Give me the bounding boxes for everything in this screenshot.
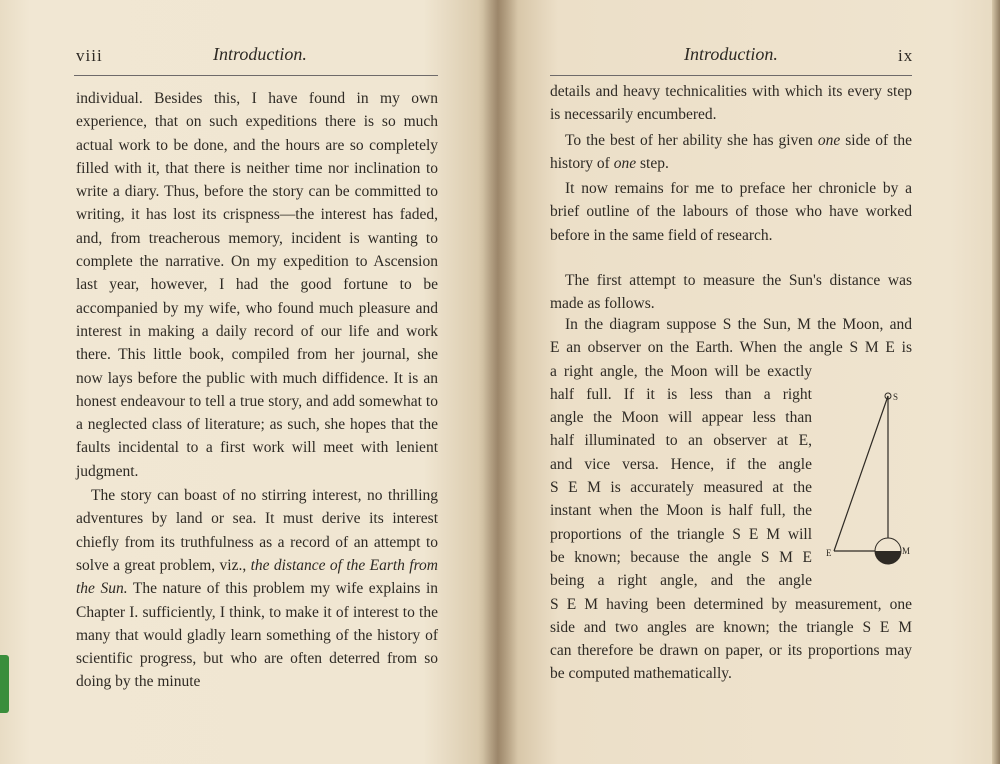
paragraph-5-line: be computed mathematically. xyxy=(550,665,732,683)
paragraph-5-line: half full. If it is less than a right xyxy=(550,385,812,403)
label-sun: S xyxy=(893,392,899,402)
paragraph-5-line: and vice versa. Hence, if the angle xyxy=(550,455,812,473)
paragraph-5-line: being a right angle, and the angle xyxy=(550,572,812,590)
left-paragraph-2-italic: the distance of the Earth from the Sun. xyxy=(76,556,438,598)
paragraph-5-line: E an observer on the Earth. When the angle S M E is xyxy=(550,339,912,357)
right-paragraph-3: It now remains for me to preface her chronicle by a brief outline of the labours of those who have worked before in the same field of research. xyxy=(550,180,912,244)
right-header-rule xyxy=(550,75,912,76)
right-paragraph-1-text: details and heavy technicalities with which its every step is necessarily encumbered. xyxy=(550,83,912,124)
left-paragraph-2-end: The nature of this problem my wife explains in Chapter I. sufficiently, I think, to make it of interest to the many that would gladly learn something of the history of scientific progress, but who are often deterred from so doing by the minute xyxy=(76,580,439,691)
label-moon: M xyxy=(902,546,911,556)
label-earth: E xyxy=(826,548,832,558)
paragraph-5-line: instant when the Moon is half full, the xyxy=(550,502,812,520)
diagram-svg xyxy=(826,388,916,573)
paragraph-5-line: can therefore be drawn on paper, or its proportions may xyxy=(550,642,912,660)
right-page-edge xyxy=(992,0,1000,764)
right-paragraph-2-one: one xyxy=(817,131,841,149)
left-header-rule xyxy=(74,75,438,76)
right-paragraph-2-c: step. xyxy=(639,154,669,172)
paragraph-5-line: In the diagram suppose S the Sun, M the Moon, and xyxy=(565,316,912,333)
paragraph-5-line: side and two angles are known; the triangle S E M xyxy=(550,618,912,636)
moon-dark-half xyxy=(875,551,901,564)
sun-moon-earth-diagram xyxy=(826,388,916,573)
left-page-title: Introduction. xyxy=(213,44,307,64)
right-paragraph-2-a: To the best of her ability she has given xyxy=(565,131,813,149)
left-page-header xyxy=(0,40,498,70)
right-paragraph-4: The first attempt to measure the Sun's distance was made as follows. xyxy=(550,272,912,313)
right-page-title: Introduction. xyxy=(684,44,778,64)
right-page xyxy=(498,0,1000,764)
paragraph-5-line: a right angle, the Moon will be exactly xyxy=(550,362,812,380)
paragraph-5-line: S E M having been determined by measurement, one xyxy=(550,595,912,613)
left-page-body xyxy=(76,87,438,694)
right-paragraph-2-one-2: one xyxy=(613,154,637,172)
paragraph-5-line: S E M is accurately measured at the xyxy=(550,479,812,497)
right-page-body xyxy=(550,80,912,316)
left-page-number: viii xyxy=(76,46,103,65)
right-paragraph-1 xyxy=(550,80,912,127)
right-paragraph-2 xyxy=(550,129,912,176)
right-page-number: ix xyxy=(898,46,914,65)
left-paragraph-2 xyxy=(76,484,438,694)
left-paragraph-2-start: The story can boast of no stirring interest, no thrilling adventures by land or sea. It must derive its interest chiefly from its truthfulness as a record of an attempt to solve a great problem, viz., xyxy=(76,487,438,574)
left-page xyxy=(0,0,498,764)
paragraph-5-line: be known; because the angle S M E xyxy=(550,548,812,566)
right-page-header xyxy=(498,40,1000,70)
left-paragraph-1: individual. Besides this, I have found in my own experience, that on such expeditions there is so much actual work to be done, and the hours are so completely filled with it, that there is neither time nor inclination to write a diary. Thus, before the story can be committed to writing, it has lost its crispness—the interest has faded, and, from treacherous memory, incident is wanting to complete the narrative. On my expedition to Ascension last year, however, I had the good fortune to be accompanied by my wife, who found much pleasure and interest in making a daily record of our life and work there. This little book, compiled from her journal, she now lays before the public with much diffidence. It is an honest endeavour to tell a true story, and add somewhat to a neglected class of literature; as such, she hopes that the faults incidental to a first work will meet with lenient judgment. xyxy=(76,90,438,480)
right-paragraph-2-b: side of the history of xyxy=(550,131,913,172)
paragraph-5-line: proportions of the triangle S E M will xyxy=(550,525,812,543)
paragraph-5-line: half illuminated to an observer at E, xyxy=(550,432,812,450)
book-gutter-shadow xyxy=(478,0,518,764)
green-bookmark-tab xyxy=(0,655,9,713)
line-sun-earth xyxy=(834,396,888,551)
paragraph-5-line: angle the Moon will appear less than xyxy=(550,409,812,427)
